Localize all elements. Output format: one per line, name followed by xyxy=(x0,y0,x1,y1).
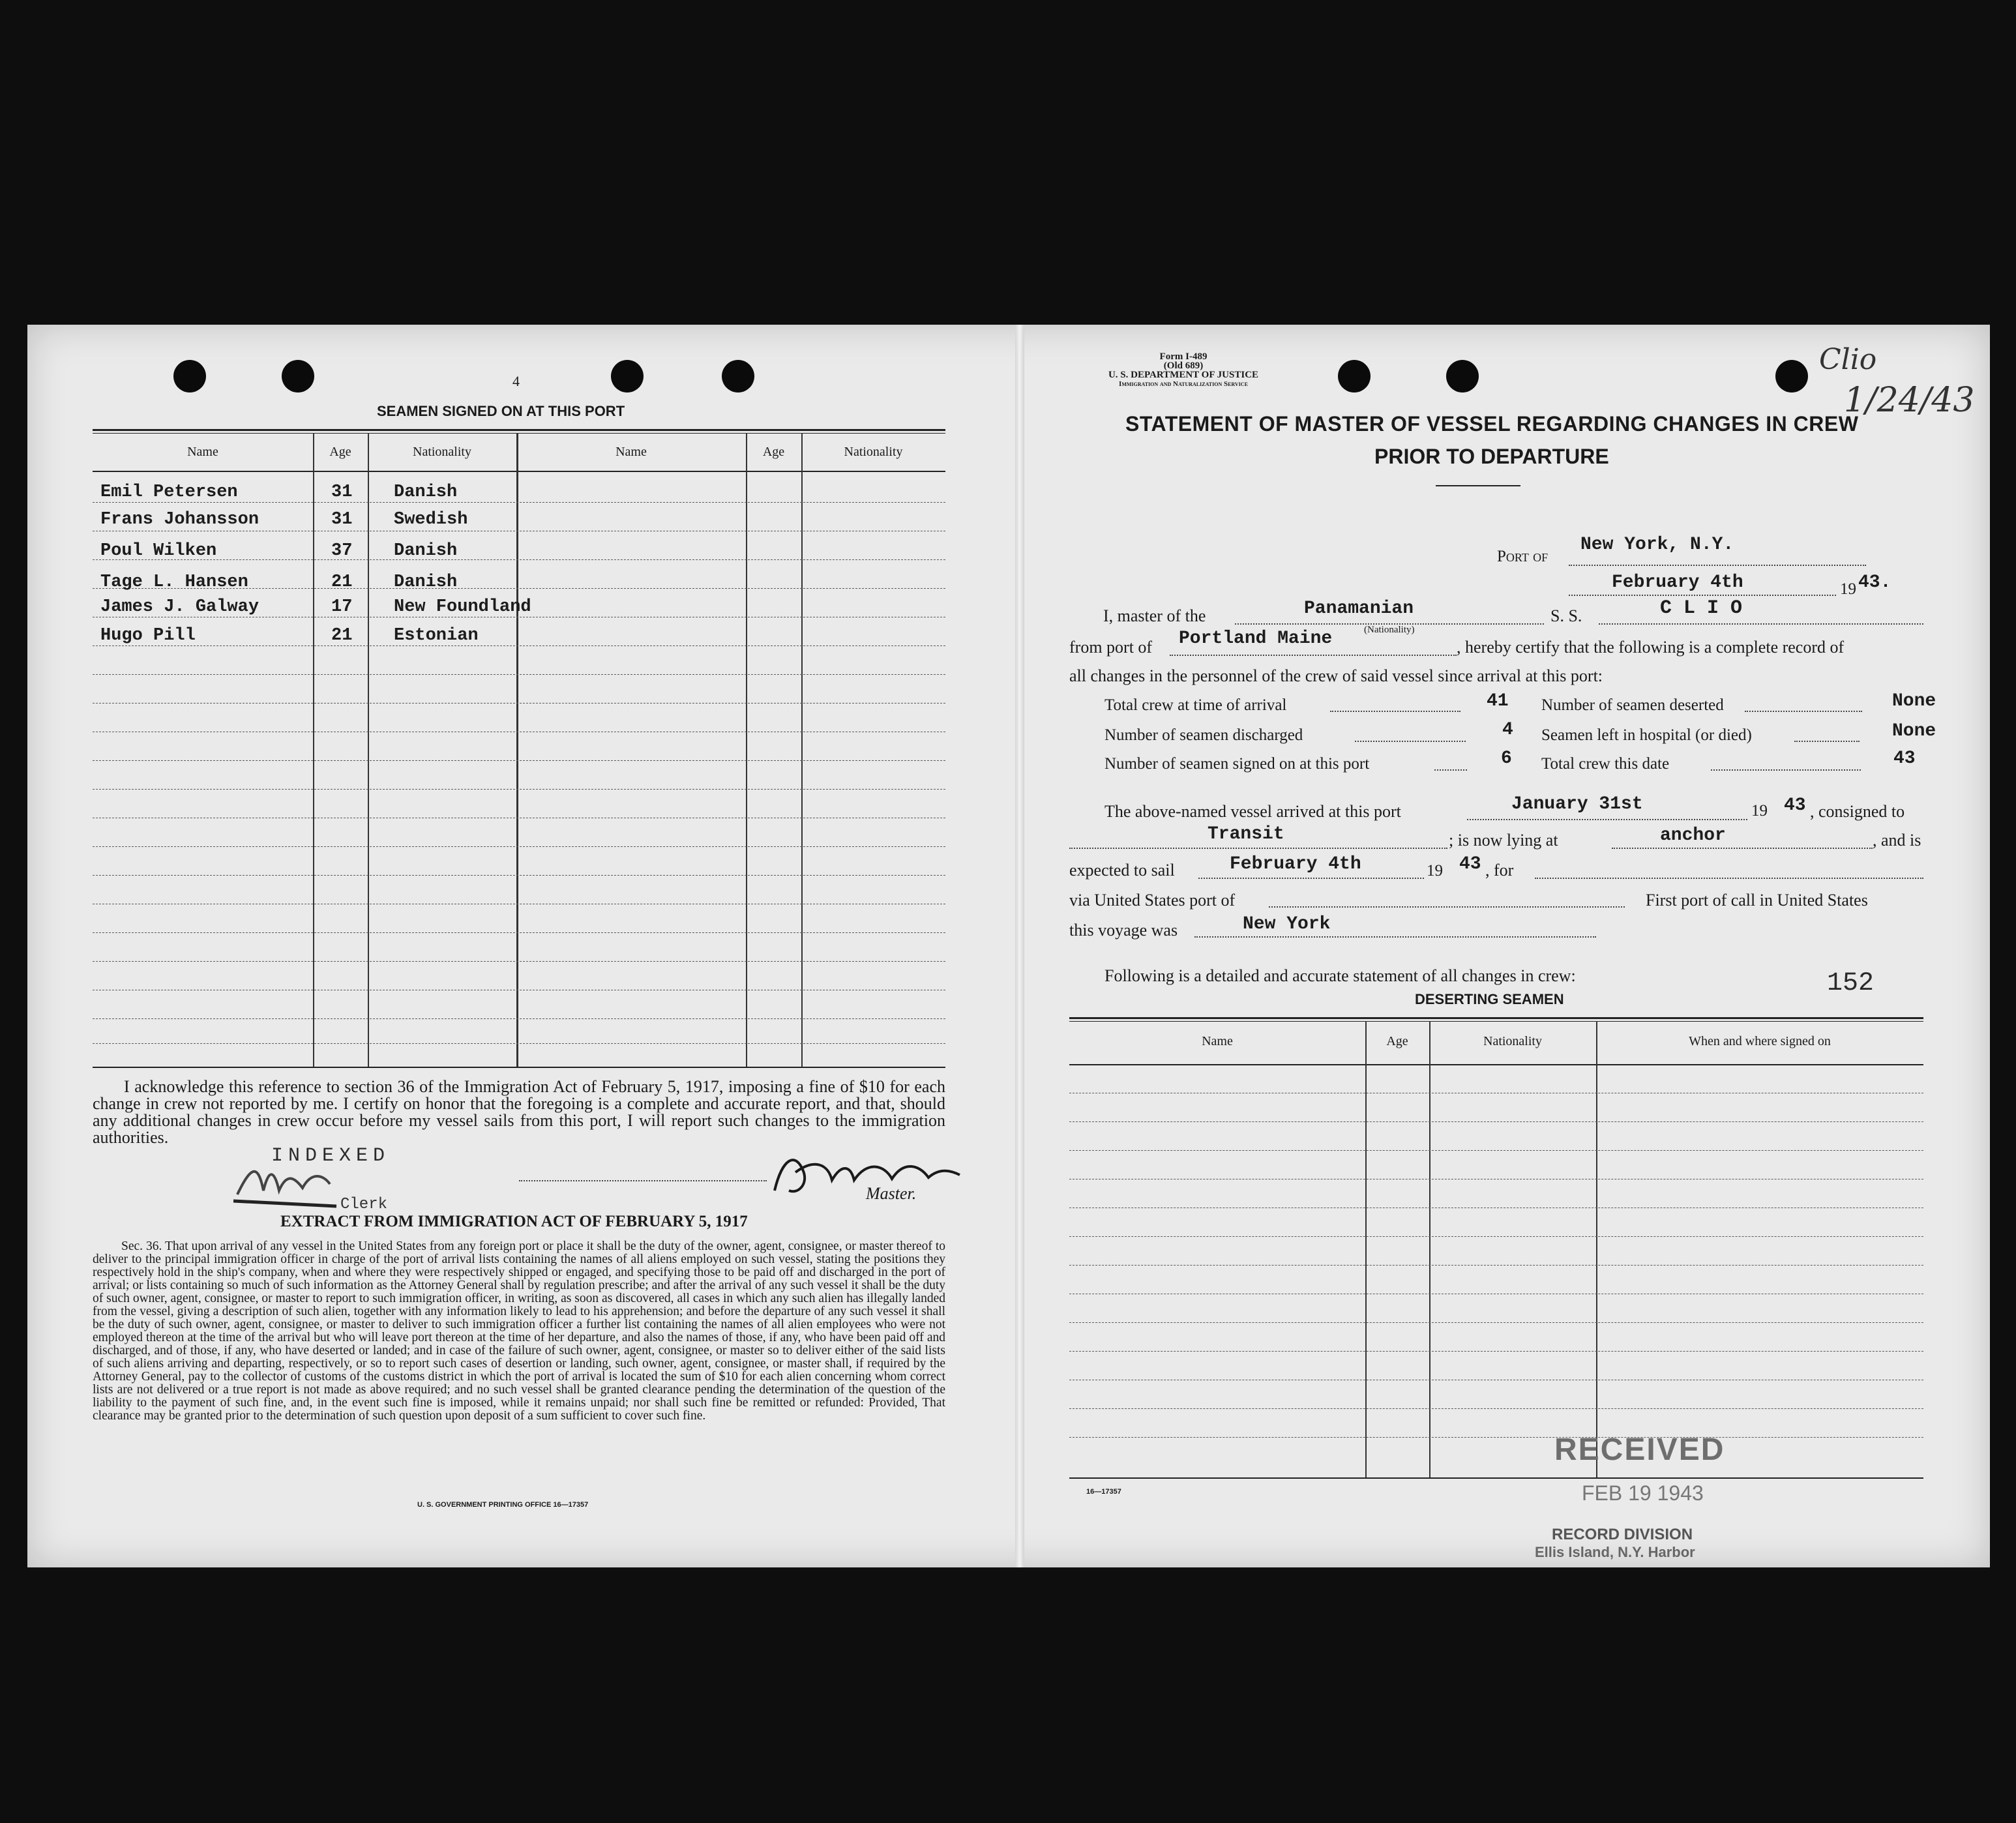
leader-dots xyxy=(1745,711,1862,712)
arrived-label: The above-named vessel arrived at this port xyxy=(1104,802,1401,821)
col-header-name: Name xyxy=(615,445,647,459)
certify-text: , hereby certify that the following is a complete record of xyxy=(1457,638,1845,657)
from-port-label: from port of xyxy=(1069,638,1153,657)
lying-value: anchor xyxy=(1660,825,1726,846)
seaman-name: Hugo Pill xyxy=(100,626,196,645)
punch-hole xyxy=(1775,360,1808,393)
for-label: , for xyxy=(1485,861,1514,880)
seaman-age: 21 xyxy=(331,572,353,592)
col-divider xyxy=(1596,1021,1597,1477)
from-port-value: Portland Maine xyxy=(1179,629,1333,649)
arrived-year-prefix: 19 xyxy=(1751,802,1768,820)
seaman-nationality: Estonian xyxy=(394,626,479,645)
port-field-line xyxy=(1569,565,1866,566)
ship-field-line xyxy=(1599,623,1923,625)
date-field-line xyxy=(1569,595,1836,596)
hospital-label: Seamen left in hospital (or died) xyxy=(1541,726,1752,744)
deserting-table-top-rule-thin xyxy=(1069,1021,1923,1022)
signed-on-table-title: SEAMEN SIGNED ON AT THIS PORT xyxy=(377,403,625,419)
discharged-value: 4 xyxy=(1502,720,1513,740)
table-top-rule xyxy=(93,429,945,431)
date-value: February 4th xyxy=(1612,572,1743,593)
total-crew-arrival-label: Total crew at time of arrival xyxy=(1104,696,1287,714)
master-label: Master. xyxy=(866,1184,917,1203)
via-field-line xyxy=(1269,906,1625,908)
sail-field-line xyxy=(1198,878,1424,879)
deserted-label: Number of seamen deserted xyxy=(1541,696,1724,714)
master-of-label: I, master of the xyxy=(1103,606,1206,625)
nationality-value: Panamanian xyxy=(1304,599,1414,619)
arrived-year: 43 xyxy=(1784,795,1806,816)
voyage-field-line xyxy=(1194,936,1596,938)
seaman-age: 21 xyxy=(331,626,353,645)
table-bottom-rule xyxy=(93,1067,945,1068)
via-label: via United States port of xyxy=(1069,891,1236,910)
deserting-col-age: Age xyxy=(1386,1034,1408,1048)
clerk-initials-signature xyxy=(232,1158,356,1210)
lying-label: ; is now lying at xyxy=(1449,831,1558,850)
punch-hole xyxy=(611,360,644,393)
col-header-nationality: Nationality xyxy=(413,445,471,459)
port-label: Port of xyxy=(1497,548,1549,565)
title-underline xyxy=(1436,485,1520,486)
seaman-name: Tage L. Hansen xyxy=(100,572,248,592)
col-header-age: Age xyxy=(329,445,351,459)
record-division-stamp: RECORD DIVISION xyxy=(1552,1526,1693,1543)
col-divider xyxy=(746,433,747,1067)
nationality-caption: (Nationality) xyxy=(1364,625,1415,635)
signed-on-label: Number of seamen signed on at this port xyxy=(1104,755,1370,773)
form-header xyxy=(1069,352,1297,389)
col-header-name: Name xyxy=(187,445,218,459)
voyage-label: this voyage was xyxy=(1069,921,1178,940)
sail-label: expected to sail xyxy=(1069,861,1175,880)
deserting-table-header-rule xyxy=(1069,1064,1923,1065)
punch-hole xyxy=(173,360,206,393)
form-id: Form I-489 xyxy=(1159,351,1208,362)
total-crew-arrival-value: 41 xyxy=(1487,691,1509,711)
page-number: 4 xyxy=(512,373,520,389)
service-name: Immigration and Naturalization Service xyxy=(1119,380,1248,388)
leader-dots xyxy=(1434,769,1467,771)
printing-office-mark: U. S. GOVERNMENT PRINTING OFFICE 16—17357 xyxy=(417,1501,589,1509)
seaman-age: 17 xyxy=(331,597,353,617)
seaman-name: Emil Petersen xyxy=(100,482,238,502)
for-field-line xyxy=(1535,878,1923,879)
port-value: New York, N.Y. xyxy=(1580,535,1734,555)
certify-text-continued: all changes in the personnel of the crew of said vessel since arrival at this port: xyxy=(1069,666,1603,685)
record-location-stamp: Ellis Island, N.Y. Harbor xyxy=(1535,1544,1695,1560)
seaman-nationality: Danish xyxy=(394,482,458,502)
page-stamp-number: 152 xyxy=(1827,969,1875,998)
col-divider xyxy=(368,433,369,1067)
leader-dots xyxy=(1355,741,1466,742)
received-date-stamp: FEB 19 1943 xyxy=(1582,1481,1704,1505)
sail-year-prefix: 19 xyxy=(1427,862,1443,880)
acknowledgement-paragraph: I acknowledge this reference to section 36 of the Immigration Act of February 5, 1917, imposing a fine of $10 for each change in crew not reported by me. I certify on honor that the foregoing is a complete and accurate report, and that, should any additional changes in crew occur before my vessel sails from this port, I will report such changes to the immigration authorities. xyxy=(93,1077,945,1147)
consigned-label: , consigned to xyxy=(1810,802,1905,821)
year-value: 43. xyxy=(1858,572,1891,593)
leader-dots xyxy=(1711,769,1861,771)
year-prefix: 19 xyxy=(1840,580,1856,598)
seaman-age: 31 xyxy=(331,510,353,529)
seaman-nationality: Danish xyxy=(394,541,458,561)
leader-dots xyxy=(1794,741,1860,742)
punch-hole xyxy=(282,360,314,393)
total-crew-date-value: 43 xyxy=(1893,748,1916,769)
sail-year: 43 xyxy=(1459,854,1481,874)
received-stamp: RECEIVED xyxy=(1554,1432,1725,1467)
seaman-nationality: Swedish xyxy=(394,510,468,529)
punch-hole xyxy=(1338,360,1371,393)
arrived-value: January 31st xyxy=(1511,794,1643,814)
col-divider xyxy=(1365,1021,1367,1477)
department-name: U. S. DEPARTMENT OF JUSTICE xyxy=(1108,370,1259,380)
form-title-line-2: PRIOR TO DEPARTURE xyxy=(1374,445,1609,468)
table-header-rule xyxy=(93,471,945,472)
col-divider xyxy=(1429,1021,1430,1477)
seaman-name: Frans Johansson xyxy=(100,510,259,529)
seaman-name: Poul Wilken xyxy=(100,541,217,561)
deserting-table-bottom-rule xyxy=(1069,1477,1923,1479)
seaman-nationality: New Foundland xyxy=(394,597,531,617)
deserting-col-nationality: Nationality xyxy=(1483,1034,1542,1048)
col-divider xyxy=(516,433,518,1067)
total-crew-date-label: Total crew this date xyxy=(1541,755,1670,773)
seaman-nationality: Danish xyxy=(394,572,458,592)
col-divider xyxy=(313,433,314,1067)
form-old-id: (Old 689) xyxy=(1163,361,1204,371)
ss-label: S. S. xyxy=(1550,606,1582,625)
and-is-label: , and is xyxy=(1873,831,1921,850)
ship-name: C L I O xyxy=(1660,597,1743,619)
hospital-value: None xyxy=(1892,721,1936,741)
lying-field-line xyxy=(1612,848,1873,849)
col-divider xyxy=(801,433,803,1067)
arrived-field-line xyxy=(1467,819,1747,820)
handwritten-date-note: 1/24/43 xyxy=(1844,381,1975,420)
seaman-age: 31 xyxy=(331,482,353,502)
signed-on-value: 6 xyxy=(1501,748,1512,769)
from-port-field-line xyxy=(1170,655,1457,656)
sail-value: February 4th xyxy=(1230,854,1361,874)
col-header-nationality: Nationality xyxy=(844,445,903,459)
first-port-label: First port of call in United States xyxy=(1646,891,1868,910)
form-footer-code: 16—17357 xyxy=(1086,1488,1121,1496)
seaman-name: James J. Galway xyxy=(100,597,259,617)
punch-hole xyxy=(1446,360,1479,393)
voyage-value: New York xyxy=(1243,914,1331,934)
extract-title: EXTRACT FROM IMMIGRATION ACT OF FEBRUARY 5, 1917 xyxy=(280,1213,748,1230)
deserting-table-top-rule xyxy=(1069,1017,1923,1019)
center-fold xyxy=(1015,325,1024,1567)
section-36-text: Sec. 36. That upon arrival of any vessel in the United States from any foreign port or place it shall be the duty of the owner, agent, consignee, or master thereof to deliver to the principal immigration officer in charge of the port of arrival lists containing the names of all aliens employed on such vessel, stating the positions they respectively hold in the ship's company, when and where they were respectively shipped or engaged, and specifying those to be paid off and discharged in the port of arrival; or lists containing so much of such information as the Attorney General shall by regulation prescribe; and after the arrival of any such vessel it shall be the duty of such owner, agent, consignee, or master to report to such immigration officer, in writing, as soon as discovered, all cases in which any such alien has illegally landed from the vessel, giving a description of such alien, together with any information likely to lead to his apprehension; and before the departure of any such vessel it shall be the duty of such owner, agent, consignee, or master to deliver to such immigration officer a further list containing the names of all alien employees who were not employed thereon at the time of the arrival but who will leave port thereon at the time of her departure, and also the names of those, if any, who have been paid off and discharged, and of those, if any, who have deserted or landed; and in case of the failure of such owner, agent, consignee, or master so to deliver either of the said lists of such aliens arriving and departing, respectively, or so to report such cases of desertion or landing, such owner, agent, consignee, or master shall, if required by the Attorney General, pay to the collector of customs of the customs district in which the port of arrival is located the sum of $10 for each alien concerning whom correct lists are not delivered or a true report is not made as above required; and no such vessel shall be granted clearance pending the determination of the question of the liability to the payment of such fine, and, in the event such fine is imposed, while it remains unpaid; nor shall such fine be remitted or refunded: Provided, That clearance may be granted prior to the determination of such question upon deposit of a sum sufficient to cover such fine. xyxy=(93,1239,945,1423)
indexed-stamp: INDEXED xyxy=(271,1145,391,1167)
discharged-label: Number of seamen discharged xyxy=(1104,726,1303,744)
clerk-label: Clerk xyxy=(340,1196,388,1213)
consigned-field-line xyxy=(1069,848,1447,849)
col-header-age: Age xyxy=(762,445,785,459)
punch-hole xyxy=(722,360,754,393)
form-title-line-1: STATEMENT OF MASTER OF VESSEL REGARDING CHANGES IN CREW xyxy=(1125,412,1859,436)
seaman-age: 37 xyxy=(331,541,353,561)
deserting-col-name: Name xyxy=(1202,1034,1233,1048)
consigned-value: Transit xyxy=(1208,824,1284,844)
following-label: Following is a detailed and accurate statement of all changes in crew: xyxy=(1104,966,1576,985)
master-signature-line xyxy=(519,1180,767,1181)
handwritten-note: Clio xyxy=(1819,343,1877,376)
leader-dots xyxy=(1330,711,1460,712)
deserted-value: None xyxy=(1892,691,1936,711)
deserting-col-when-where: When and where signed on xyxy=(1689,1034,1831,1048)
table-top-rule-thin xyxy=(93,433,945,434)
deserting-seamen-title: DESERTING SEAMEN xyxy=(1415,991,1564,1007)
